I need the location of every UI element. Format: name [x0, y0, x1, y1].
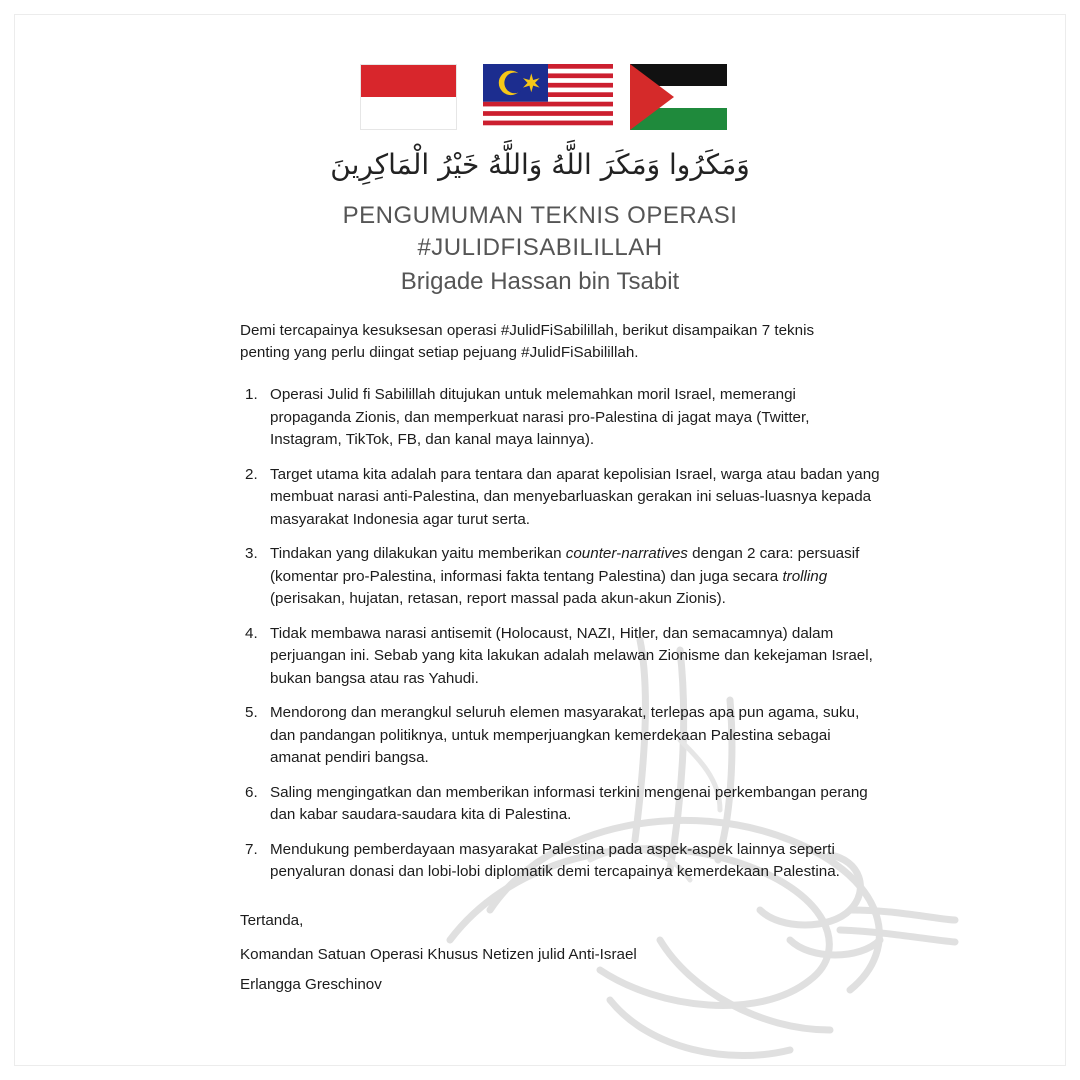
- item-text: Mendukung pemberdayaan masyarakat Palestina pada aspek-aspek lainnya seperti penyaluran donasi dan lobi-lobi diplomatik demi tercapainya kemerdekaan Palestina.: [270, 840, 840, 880]
- item-number: 1.: [245, 386, 258, 403]
- malaysia-flag-icon: [483, 64, 613, 130]
- item-text: Tindakan yang dilakukan yaitu memberikan counter-narratives dengan 2 cara: persuasif (komentar pro-Palestina, informasi fakta tentang Palestina) dan juga secara trolling (perisakan, hujatan, retasan, report massal pada akun-akun Zionis).: [270, 545, 860, 607]
- list-item: [240, 782, 880, 827]
- technical-list: [240, 384, 880, 884]
- item-number: 3.: [245, 545, 258, 562]
- list-item: [240, 839, 880, 884]
- hashtag-title: #JULIDFISABILILLAH: [417, 234, 663, 261]
- brigade-subtitle: Brigade Hassan bin Tsabit: [400, 268, 680, 295]
- title-block: [240, 200, 840, 298]
- item-text: Operasi Julid fi Sabilillah ditujukan untuk melemahkan moril Israel, memerangi propaganda Zionis, dan memperkuat narasi pro-Palestina di jagat maya (Twitter, Instagram, TikTok, FB, dan kanal maya lainnya).: [270, 386, 810, 448]
- intro-paragraph: Demi tercapainya kesuksesan operasi #JulidFiSabilillah, berikut disampaikan 7 teknis penting yang perlu diingat setiap pejuang #JulidFiSabilillah.: [240, 322, 815, 361]
- item-text: Saling mengingatkan dan memberikan informasi terkini mengenai perkembangan perang dan kabar saudara-saudara kita di Palestina.: [270, 783, 868, 823]
- item-number: 4.: [245, 624, 258, 642]
- palestine-flag-icon: [630, 64, 727, 130]
- signature-label: Tertanda,: [240, 912, 304, 929]
- page-title: PENGUMUMAN TEKNIS OPERASI: [342, 202, 738, 229]
- flags-row: [360, 64, 730, 130]
- list-item: [240, 623, 880, 691]
- list-item: [240, 384, 880, 452]
- emphasis-counter-narratives: counter-narratives: [565, 545, 688, 562]
- list-item: [240, 543, 880, 611]
- quran-verse: وَمَكَرُوا وَمَكَرَ اللَّهُ وَاللَّهُ خَيْرُ الْمَاكِرِينَ: [330, 148, 750, 181]
- item-number: 5.: [245, 704, 258, 721]
- list-item: [240, 464, 880, 532]
- item-text: Target utama kita adalah para tentara dan aparat kepolisian Israel, warga atau badan yang membuat narasi anti-Palestina, dan menyebarluaskan gerakan ini seluas-luasnya kepada masyarakat Indonesia agar turut serta.: [270, 465, 880, 528]
- item-number: 6.: [245, 783, 258, 801]
- signature-position: Komandan Satuan Operasi Khusus Netizen julid Anti-Israel: [240, 946, 637, 963]
- item-text: Mendorong dan merangkul seluruh elemen masyarakat, terlepas apa pun agama, suku, dan pandangan politiknya, untuk memperjuangkan kemerdekaan Palestina sebagai amanat pendiri bangsa.: [270, 704, 860, 766]
- emphasis-trolling: trolling: [782, 567, 828, 585]
- item-text: Tidak membawa narasi antisemit (Holocaust, NAZI, Hitler, dan semacamnya) dalam perjuangan ini. Sebab yang kita lakukan adalah melawan Zionisme dan kekejaman Israel, bukan bangsa atau ras Yahudi.: [270, 624, 873, 687]
- item-number: 2.: [245, 465, 258, 483]
- item-number: 7.: [245, 840, 258, 858]
- indonesia-flag-icon: [360, 64, 457, 130]
- list-item: [240, 702, 880, 770]
- signature-name: Erlangga Greschinov: [240, 976, 382, 993]
